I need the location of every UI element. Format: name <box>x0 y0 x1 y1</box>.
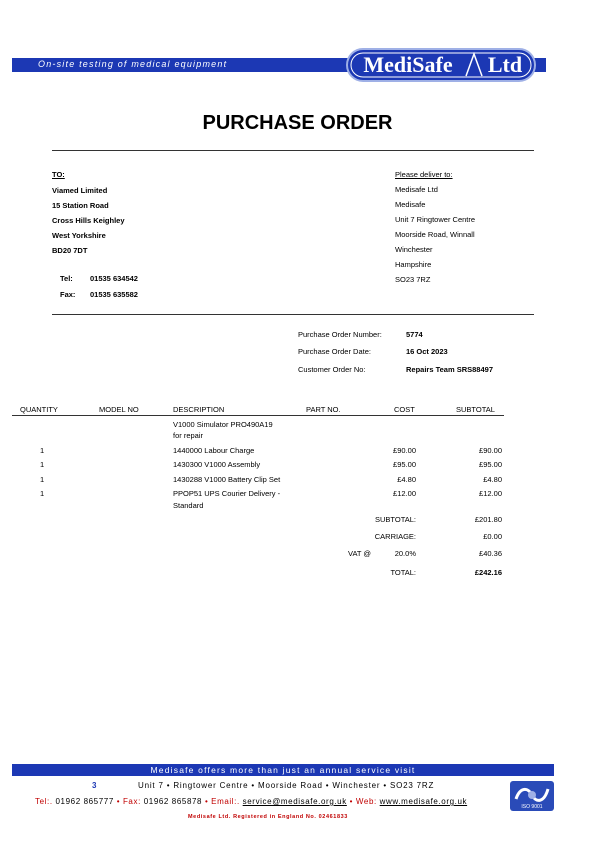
deliver-line-5: Winchester <box>395 245 433 254</box>
col-quantity: QUANTITY <box>20 405 58 414</box>
carriage-value: £0.00 <box>483 532 502 541</box>
row-2-cost: £90.00 <box>393 446 416 455</box>
row-4-quantity: 1 <box>40 475 45 484</box>
bullet-2: • <box>204 797 209 806</box>
svg-text:MediSafe: MediSafe <box>363 52 453 77</box>
footer-email-link[interactable]: service@medisafe.org.uk <box>242 797 347 806</box>
row-3-description: 1430300 V1000 Assembly <box>173 460 261 469</box>
total-value: £242.16 <box>474 568 502 577</box>
footer-tel-label: Tel:. <box>35 797 53 806</box>
divider-middle <box>52 314 534 315</box>
svg-text:Ltd: Ltd <box>487 52 523 77</box>
footer-address: Unit 7 • Ringtower Centre • Moorside Road • Winchester • SO23 7RZ <box>138 781 435 790</box>
footer-email-label: Email:. <box>211 797 240 806</box>
footer-fax-label: Fax: <box>122 797 141 806</box>
to-fax-label: Fax: <box>60 290 76 299</box>
to-heading: TO: <box>52 170 65 179</box>
row-5-cost: £12.00 <box>393 489 416 498</box>
to-line-street: 15 Station Road <box>52 201 109 210</box>
table-header-rule <box>12 415 504 416</box>
vat-rate: 20.0% <box>394 549 416 558</box>
deliver-line-6: Hampshire <box>395 260 432 269</box>
row-2-quantity: 1 <box>40 446 45 455</box>
vat-value: £40.36 <box>479 549 502 558</box>
iso-certification-badge <box>510 781 554 811</box>
row-3-cost: £95.00 <box>393 460 416 469</box>
medisafe-logo <box>346 48 536 82</box>
footer-web-label: Web: <box>355 797 377 806</box>
footer-contact-line <box>35 797 467 806</box>
col-subtotal: SUBTOTAL <box>456 405 495 414</box>
bullet-3: • <box>349 797 354 806</box>
footer-banner: Medisafe offers more than just an annual service visit <box>150 765 416 775</box>
page-title: PURCHASE ORDER <box>202 112 393 134</box>
row-5-quantity: 1 <box>40 489 45 498</box>
customer-order-label: Customer Order No: <box>298 365 366 374</box>
total-label: TOTAL: <box>390 568 416 577</box>
row-5-description-2: Standard <box>173 501 204 510</box>
customer-order: Repairs Team SRS88497 <box>406 365 493 374</box>
row-2-description: 1440000 Labour Charge <box>173 446 255 455</box>
deliver-line-3: Unit 7 Ringtower Centre <box>395 215 476 224</box>
po-number-label: Purchase Order Number: <box>298 330 382 339</box>
row-4-subtotal: £4.80 <box>483 475 502 484</box>
to-line-company: Viamed Limited <box>52 186 108 195</box>
row-2-subtotal: £90.00 <box>479 446 502 455</box>
row-3-subtotal: £95.00 <box>479 460 502 469</box>
deliver-heading: Please deliver to: <box>395 170 453 179</box>
col-model: MODEL NO <box>99 405 139 414</box>
page-number: 3 <box>92 781 98 790</box>
deliver-line-4: Moorside Road, Winnall <box>395 230 475 239</box>
carriage-label: CARRIAGE: <box>374 532 416 541</box>
to-tel: 01535 634542 <box>90 274 138 283</box>
to-line-town: Cross Hills Keighley <box>52 216 125 225</box>
row-1-description: V1000 Simulator PRO490A19 <box>173 420 273 429</box>
header-tagline: On-site testing of medical equipment <box>38 59 228 69</box>
footer-tel: 01962 865777 <box>55 797 114 806</box>
svg-text:ISO 9001: ISO 9001 <box>521 804 543 810</box>
to-fax: 01535 635582 <box>90 290 138 299</box>
deliver-line-2: Medisafe <box>395 200 426 209</box>
row-1-description-2: for repair <box>173 431 204 440</box>
to-tel-label: Tel: <box>60 274 73 283</box>
subtotal-value: £201.80 <box>474 515 502 524</box>
bullet-1: • <box>116 797 121 806</box>
po-number: 5774 <box>406 330 423 339</box>
row-3-quantity: 1 <box>40 460 45 469</box>
col-description: DESCRIPTION <box>173 405 225 414</box>
footer-registration: Medisafe Ltd. Registered in England No. 02461833 <box>188 814 348 820</box>
row-5-description: PPOP51 UPS Courier Delivery - <box>173 489 281 498</box>
footer-web-link[interactable]: www.medisafe.org.uk <box>379 797 468 806</box>
col-part: PART NO. <box>306 405 341 414</box>
deliver-line-1: Medisafe Ltd <box>395 185 438 194</box>
po-date: 16 Oct 2023 <box>406 347 448 356</box>
col-cost: COST <box>394 405 415 414</box>
to-line-postcode: BD20 7DT <box>52 246 88 255</box>
row-4-cost: £4.80 <box>397 475 416 484</box>
footer-fax: 01962 865878 <box>143 797 203 806</box>
deliver-line-7: SO23 7RZ <box>395 275 431 284</box>
to-line-county: West Yorkshire <box>52 231 106 240</box>
vat-label: VAT @ <box>348 549 372 558</box>
row-4-description: 1430288 V1000 Battery Clip Set <box>173 475 281 484</box>
divider-top <box>52 150 534 151</box>
subtotal-label: SUBTOTAL: <box>375 515 416 524</box>
po-date-label: Purchase Order Date: <box>298 347 371 356</box>
row-5-subtotal: £12.00 <box>479 489 502 498</box>
